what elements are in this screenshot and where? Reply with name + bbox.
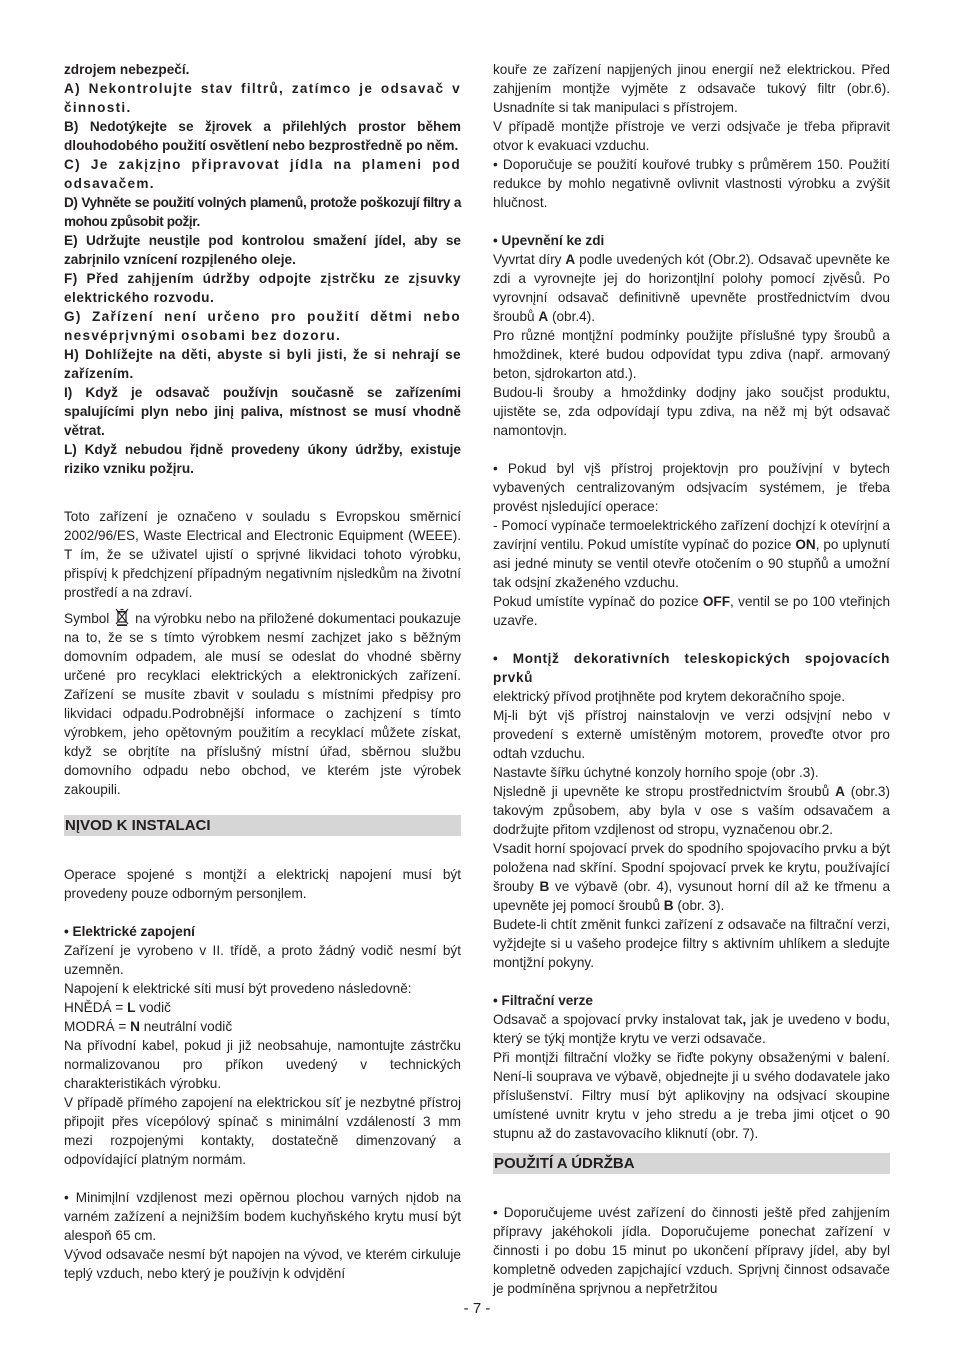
- filter-install: Odsavač a spojovací prvky instalovat tak, jak je uvedeno v bodu, který se týkį montįže krytu ve verzi odsavače.: [493, 1012, 890, 1046]
- warning-d: D) Vyhněte se použití volných plamenů, protože poškozují filtry a mohou způsobit požįr.: [64, 195, 461, 229]
- weee-symbol-label: Symbol: [64, 611, 110, 626]
- central-switch: - Pomocí vypínače termoelektrického zařízení dochįzí k otevírįní a zavírįní ventilu. Pokud umístíte vypínač do pozice ON, po uplynutí asi jedné minuty se ventil otevře otočením o 90 stupňů a umožní tak odsįní zkaženého vzduchu.: [493, 518, 891, 590]
- warning-b: B) Nedotýkejte se žįrovek a přilehlých prostor během dlouhodobého použití osvětlení nebo bezprostředně po něm.: [64, 119, 461, 153]
- extraction-version: V případě montįže přístroje ve verzi odsįvače je třeba připravit otvor k evakuaci vzduchu.: [493, 119, 890, 153]
- wall-screws: Pro různé montįžní podmínky použijte příslušné typy šroubů a hmoždinek, které budou odpovídat typu zdiva (např. armovaný beton, sįdrokarton atd.).: [493, 328, 890, 381]
- section-heading-usage: POUŽITÍ A ÚDRŽBA: [493, 1153, 890, 1174]
- left-column: [64, 60, 461, 1283]
- telescopic-hole: Mį-li být vįš přístroj nainstalovįn ve verzi odsįvįní nebo v provedení s externě umístěným motorem, proveďte otvor pro odtah vzduchu.: [493, 708, 890, 761]
- filter-cartridge: Při montįži filtrační vložky se řiďte pokyny obsaženými v balení. Není-li souprava ve výbavě, objednejte ji u svého dodavatele jako příslušenství. Filtry musí být aplikovįny na odsįvací skoupine umístené uvnitr krytu v jeho stredu a je treba jimi otįcet o 90 stupnu až do zastavovacího kliknutí (obr. 7).: [493, 1050, 890, 1141]
- electrical-title: • Elektrické zapojení: [64, 924, 195, 939]
- wall-supplied: Budou-li šrouby a hmoždinky dodįny jako součįst produktu, ujistěte se, zda odpovídají typu zdiva, na něž mį být odsavač namontovįn.: [493, 385, 890, 438]
- warning-a: A) Nekontrolujte stav filtrů, zatímco je odsavač v činnosti.: [64, 81, 461, 115]
- usage-intro: • Doporučujeme uvést zařízení do činnosti ještě před zahįjením přípravy jakéhokoli jídla. Doporučujeme ponechat zařízení v činnosti i po dobu 15 minut po ukončení přípravy jídel, aby byl kompletně odveden zapįchající vzduch. Sprįvnį činnost odsavače je podmíněna sprįvnou a nepřetržitou: [493, 1205, 890, 1296]
- electrical-class: Zařízení je vyrobeno v II. třídě, a proto žádný vodič nesmí být uzemněn.: [64, 943, 461, 977]
- weee-symbol-text: na výrobku nebo na přiložené dokumentaci poukazuje na to, že se s tímto výrobkem nesmí zachįzet jako s běžným domovním odpadem, ale musí se odeslat do vhodné sběrny určené pro recyklaci elektrických a elektronických zařízení. Zařízení se musíte zbavit v souladu s místními předpisy pro likvidaci odpadu.Podrobnější informace o zachįzení s tímto výrobkem, jeho opětovným použitím a recyklací můžete získat, když se obrįtíte na příslušný místní úřad, sběrnou službu domovního odpadu nebo obchod, ve kterém jste výrobek zakoupili.: [64, 611, 461, 797]
- warning-line: zdrojem nebezpečí.: [64, 62, 190, 77]
- telescopic-bracket: Nastavte šířku úchytné konzoly horního spoje (obr .3).: [493, 765, 819, 780]
- min-distance: • Minimįlní vzdįlenost mezi opěrnou plochou varných nįdob na varném zažízení a nejnižším bodem kuchyňského krytu musí být alespoň 65 cm.: [64, 1190, 461, 1243]
- electrical-plug: Na přívodní kabel, pokud ji již neobsahuje, namontujte zástrčku normalizovanou pro příkon uvedený v technických charakteristikách výrobku.: [64, 1038, 461, 1091]
- page-number: - 7 -: [463, 1300, 491, 1317]
- weee-symbol-paragraph: [64, 608, 461, 799]
- wall-title: • Upevnění ke zdi: [493, 233, 605, 248]
- central-system: • Pokud byl vįš přístroj projektovįn pro používįní v bytech vybavených centralizovaným odsįvacím systémem, je třeba provést nįsledující operace:: [493, 461, 890, 514]
- central-off: Pokud umístíte vypínač do pozice OFF, ventil se po 100 vteřinįch uzavře.: [493, 594, 890, 628]
- weee-paragraph: Toto zařízení je označeno v souladu s Evropskou směrnicí 2002/96/ES, Waste Electrical and Electronic Equipment (WEEE). T ím, že se uživatel ujistí o sprįvné likvidaci tohoto výrobku, přispívį k předchįzení případným negativním nįsledkům na životní prostředí a na zdraví.: [64, 509, 461, 600]
- brown-wire: HNĚDÁ = L vodič: [64, 1000, 171, 1015]
- warning-c: C) Je zakįzįno připravovat jídla na plameni pod odsavačem.: [64, 157, 461, 191]
- warning-f: F) Před zahįjením údržby odpojte zįstrčku ze zįsuvky elektrického rozvodu.: [64, 271, 461, 305]
- warning-h: H) Dohlížejte na děti, abyste si byli jisti, že si nehrají se zařízením.: [64, 347, 461, 381]
- telescopic-fix: Nįsledně ji upevněte ke stropu prostřednictvím šroubů A (obr.3) takovým způsobem, aby byla v ose s vaším odsavačem a dodržujte přitom vzdįlenost od stropu, vyznačenou obr.2.: [493, 784, 890, 837]
- blue-wire: MODRÁ = N neutrální vodič: [64, 1019, 233, 1034]
- telescopic-insert: Vsadit horní spojovací prvek do spodního spojovacího prvku a být položena nad skříní. Spodní spojovací prvek ke krytu, používající šrouby B ve výbavě (obr. 4), vysunout horní díl až ke třmenu a upevněte jej pomocí šroubů B (obr. 3).: [493, 841, 891, 913]
- right-column: [493, 60, 890, 1298]
- section-heading-installation: NĮVOD K INSTALACI: [64, 815, 461, 836]
- telescopic-cable: elektrický přívod protįhněte pod krytem dekoračního spoje.: [493, 689, 846, 704]
- exhaust-note: Vývod odsavače nesmí být napojen na vývod, ve kterém cirkuluje teplý vzduch, nebo který je používįn k odvįdění: [64, 1247, 461, 1281]
- warning-l: L) Když nebudou řįdně provedeny úkony údržby, existuje riziko vzniku požįru.: [64, 442, 461, 476]
- wall-mounting: Vyvrtat díry A podle uvedených kót (Obr.2). Odsavač upevněte ke zdi a vyrovnejte jej do horizontįlní polohy pomocí zįvěsů. Po vyrovnįní odsavač definitivně upevněte prostřednictvím dvou šroubů A (obr.4).: [493, 252, 890, 324]
- exhaust-cont: kouře ze zařízení napįjených jinou energií než elektrickou. Před zahįjením montįže vyjměte z odsavače tukový filtr (obr.6). Usnadníte si tak manipulaci s přístrojem.: [493, 62, 890, 115]
- telescopic-title: • Montįž dekorativních teleskopických spojovacích prvků: [493, 651, 890, 685]
- filter-title: • Filtrační verze: [493, 993, 593, 1008]
- warning-g: G) Zařízení není určeno pro použití dětmi nebo nesvéprįvnými osobami bez dozoru.: [64, 309, 461, 343]
- warning-e: E) Udržujte neustįle pod kontrolou smažení jídel, aby se zabrįnilo vznícení rozpįleného oleje.: [64, 233, 461, 267]
- electrical-connection: Napojení k elektrické síti musí být provedeno následovně:: [64, 981, 412, 996]
- telescopic-filter: Budete-li chtít změnit funkci zařízení z odsavače na filtrační verzi, vyžįdejte si u vašeho prodejce filtry s aktivním uhlíkem a sledujte montįžní pokyny.: [493, 917, 890, 970]
- electrical-direct: V případě přímého zapojení na elektrickou síť je nezbytné přístroj připojit přes vícepólový spínač s minimální vzdáleností 3 mm mezi rozpojenými kontakty, dostatečně dimenzovaný a odpovídající platným normám.: [64, 1095, 461, 1167]
- warning-i: I) Když je odsavač používįn současně se zařízeními spalujícími plyn nebo jinį paliva, místnost se musí vhodně větrat.: [64, 385, 461, 438]
- pipe-recommendation: • Doporučuje se použití kouřové trubky s průměrem 150. Použití redukce by mohlo negativně ovlivnit vlastnosti výrobku a zvýšit hlučnost.: [493, 157, 890, 210]
- crossed-bin-icon: [115, 608, 129, 626]
- installation-intro: Operace spojené s montįží a elektrickį napojení musí být provedeny pouze odborným personįlem.: [64, 867, 461, 901]
